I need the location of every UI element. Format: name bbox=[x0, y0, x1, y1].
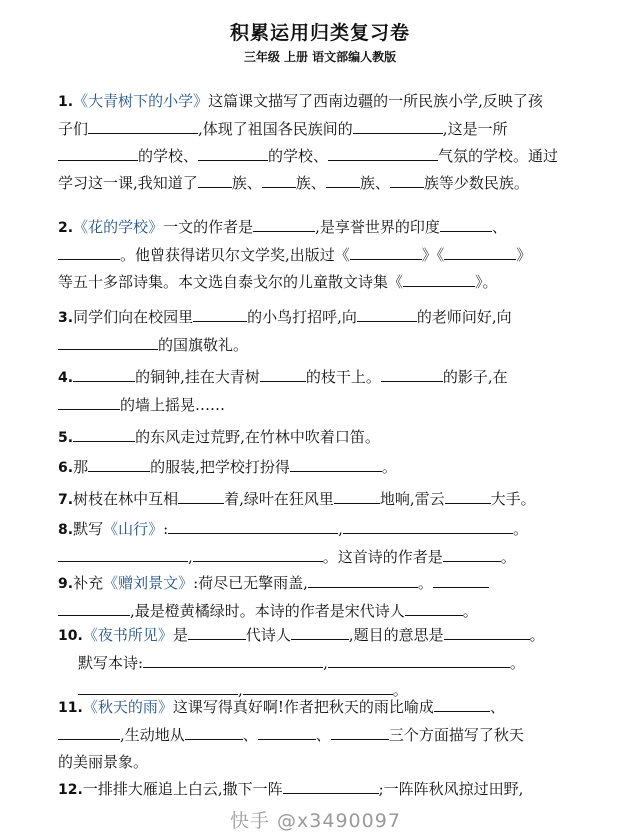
answer-blank[interactable] bbox=[444, 243, 516, 260]
answer-blank[interactable] bbox=[440, 215, 492, 232]
question-text: 默写 bbox=[73, 520, 104, 538]
question-number: 8. bbox=[58, 522, 74, 538]
question-number: 11. bbox=[58, 700, 83, 716]
question-text: 。 bbox=[509, 654, 525, 672]
question-text: : bbox=[163, 520, 169, 538]
answer-blank[interactable] bbox=[58, 545, 188, 562]
question-10 bbox=[58, 622, 598, 704]
question-text: 的小鸟打招呼,向 bbox=[247, 308, 357, 326]
question-text: 的服装,把学校打扮得 bbox=[150, 458, 290, 476]
answer-blank[interactable] bbox=[262, 171, 296, 188]
question-number: 7. bbox=[58, 492, 74, 508]
question-text: 、 bbox=[242, 726, 258, 744]
question-text: 是 bbox=[172, 626, 188, 644]
question-text: 补充 bbox=[73, 574, 104, 592]
answer-blank[interactable] bbox=[405, 599, 463, 616]
question-text: 代诗人 bbox=[245, 626, 291, 644]
answer-blank[interactable] bbox=[185, 723, 243, 740]
answer-blank[interactable] bbox=[357, 305, 417, 322]
question-text: :荷尽已无擎雨盖, bbox=[193, 574, 308, 592]
answer-blank[interactable] bbox=[390, 171, 424, 188]
question-text: ;一阵阵秋风掠过田野, bbox=[378, 780, 524, 798]
question-text: 一文的作者是 bbox=[163, 218, 254, 236]
answer-blank[interactable] bbox=[353, 117, 443, 134]
answer-blank[interactable] bbox=[73, 365, 135, 382]
question-text: 的东风走过荒野,在竹林中吹着口笛。 bbox=[135, 428, 380, 446]
question-9 bbox=[58, 570, 598, 625]
question-text: , bbox=[238, 681, 243, 699]
answer-blank[interactable] bbox=[58, 723, 120, 740]
question-text: 。 bbox=[392, 681, 408, 699]
question-text: 族、 bbox=[231, 174, 262, 192]
answer-blank[interactable] bbox=[58, 333, 158, 350]
question-text: 默写本诗: bbox=[78, 654, 144, 672]
question-number: 9. bbox=[58, 576, 74, 592]
question-text: 这课写得真好啊!作者把秋天的雨比喻成 bbox=[172, 698, 434, 716]
book-title: 《山行》 bbox=[103, 520, 164, 538]
question-5 bbox=[58, 424, 598, 452]
question-number: 6. bbox=[58, 460, 74, 476]
question-text: 的墙上摇晃…… bbox=[120, 396, 226, 414]
question-text: 、 bbox=[491, 218, 507, 236]
question-number: 4. bbox=[58, 370, 74, 386]
answer-blank[interactable] bbox=[443, 545, 501, 562]
answer-blank[interactable] bbox=[58, 599, 130, 616]
question-text: 。 bbox=[512, 520, 528, 538]
answer-blank[interactable] bbox=[445, 487, 491, 504]
question-text: , bbox=[323, 654, 328, 672]
question-text: 子们 bbox=[58, 120, 89, 138]
question-text: 的铜钟,挂在大青树 bbox=[135, 368, 260, 386]
page-title: 积累运用归类复习卷 bbox=[229, 22, 410, 44]
question-text: ,题目的意思是 bbox=[348, 626, 444, 644]
question-text: 族、 bbox=[295, 174, 326, 192]
question-text: 、 bbox=[315, 726, 331, 744]
question-number: 3. bbox=[58, 310, 74, 326]
question-text: 同学们向在校园里 bbox=[73, 308, 194, 326]
answer-blank[interactable] bbox=[433, 571, 489, 588]
answer-blank[interactable] bbox=[78, 678, 238, 695]
question-text: 的学校、 bbox=[268, 147, 329, 165]
question-text: 族、 bbox=[359, 174, 390, 192]
answer-blank[interactable] bbox=[291, 623, 349, 640]
answer-blank[interactable] bbox=[343, 517, 513, 534]
question-7 bbox=[58, 486, 598, 514]
answer-blank[interactable] bbox=[434, 695, 490, 712]
question-text: 的国旗敬礼。 bbox=[158, 336, 249, 354]
question-text: 》。 bbox=[475, 273, 498, 291]
answer-blank[interactable] bbox=[88, 455, 150, 472]
answer-blank[interactable] bbox=[243, 678, 393, 695]
question-text: 等五十多部诗集。本文选自泰戈尔的儿童散文诗集《 bbox=[58, 273, 404, 291]
question-text: ,是享誉世界的印度 bbox=[315, 218, 440, 236]
answer-blank[interactable] bbox=[188, 623, 246, 640]
question-3 bbox=[58, 304, 598, 359]
answer-blank[interactable] bbox=[58, 144, 138, 161]
question-text: 。他曾获得诺贝尔文学奖,出版过《 bbox=[120, 246, 350, 264]
question-number: 1. bbox=[58, 94, 74, 110]
question-6 bbox=[58, 454, 598, 482]
question-text: 树枝在林中互相 bbox=[73, 490, 179, 508]
question-text: 一排排大雁追上白云,撒下一阵 bbox=[82, 780, 283, 798]
answer-blank[interactable] bbox=[290, 455, 382, 472]
question-1 bbox=[58, 88, 598, 197]
book-title: 《赠刘景文》 bbox=[103, 574, 194, 592]
answer-blank[interactable] bbox=[143, 651, 323, 668]
answer-blank[interactable] bbox=[58, 393, 120, 410]
answer-blank[interactable] bbox=[328, 144, 438, 161]
question-text: 大手。 bbox=[490, 490, 536, 508]
question-text: 这篇课文描写了西南边疆的一所民族小学,反映了孩 bbox=[208, 92, 543, 110]
question-text: 的学校、 bbox=[138, 147, 199, 165]
question-text: 那 bbox=[73, 458, 89, 476]
answer-blank[interactable] bbox=[58, 243, 120, 260]
answer-blank[interactable] bbox=[168, 517, 338, 534]
answer-blank[interactable] bbox=[308, 571, 418, 588]
question-text: 着,绿叶在狂风里 bbox=[224, 490, 334, 508]
question-text: ,生动地从 bbox=[120, 726, 185, 744]
question-text: , bbox=[338, 520, 343, 538]
answer-blank[interactable] bbox=[73, 425, 135, 442]
question-text: 的美丽景象。 bbox=[58, 753, 149, 771]
question-text: 族等少数民族。 bbox=[423, 174, 529, 192]
question-text: 。 bbox=[529, 626, 545, 644]
answer-blank[interactable] bbox=[283, 777, 379, 794]
question-text: ,体现了祖国各民族间的 bbox=[198, 120, 353, 138]
answer-blank[interactable] bbox=[334, 487, 380, 504]
answer-blank[interactable] bbox=[260, 365, 306, 382]
question-text: 气氛的学校。通过 bbox=[438, 147, 559, 165]
question-number: 10. bbox=[58, 628, 83, 644]
question-text: 地响,雷云 bbox=[379, 490, 445, 508]
answer-blank[interactable] bbox=[328, 651, 510, 668]
page-subtitle: 三年级 上册 语文部编人教版 bbox=[243, 50, 397, 64]
book-title: 《大青树下的小学》 bbox=[73, 92, 209, 110]
answer-blank[interactable] bbox=[178, 487, 224, 504]
answer-blank[interactable] bbox=[198, 144, 268, 161]
question-4 bbox=[58, 364, 598, 419]
watermark: 快手 @x3490097 bbox=[230, 810, 401, 832]
answer-blank[interactable] bbox=[258, 723, 316, 740]
question-2 bbox=[58, 214, 598, 296]
question-text: 的影子,在 bbox=[442, 368, 508, 386]
book-title: 《花的学校》 bbox=[73, 218, 164, 236]
answer-blank[interactable] bbox=[331, 723, 389, 740]
question-text: 的老师问好,向 bbox=[416, 308, 512, 326]
answer-blank[interactable] bbox=[381, 365, 443, 382]
question-text: ,最是橙黄橘绿时。本诗的作者是宋代诗人 bbox=[130, 602, 405, 620]
question-number: 12. bbox=[58, 782, 83, 798]
question-text: ,这是一所 bbox=[442, 120, 508, 138]
question-text: 。 bbox=[462, 602, 478, 620]
question-number: 2. bbox=[58, 220, 74, 236]
question-text: 、 bbox=[489, 698, 505, 716]
question-text: 。 bbox=[417, 574, 433, 592]
question-text: 学习这一课,我知道了 bbox=[58, 174, 198, 192]
answer-blank[interactable] bbox=[88, 117, 198, 134]
book-title: 《秋天的雨》 bbox=[82, 698, 173, 716]
answer-blank[interactable] bbox=[193, 545, 323, 562]
question-text: 的枝干上。 bbox=[305, 368, 381, 386]
answer-blank[interactable] bbox=[193, 305, 247, 322]
question-text: 。这首诗的作者是 bbox=[322, 548, 443, 566]
question-text: 。 bbox=[381, 458, 397, 476]
answer-blank[interactable] bbox=[350, 243, 422, 260]
question-text: , bbox=[188, 548, 193, 566]
answer-blank[interactable] bbox=[198, 171, 232, 188]
book-title: 《夜书所见》 bbox=[82, 626, 173, 644]
question-8 bbox=[58, 516, 598, 571]
answer-blank[interactable] bbox=[444, 623, 530, 640]
question-text: 》《 bbox=[421, 246, 445, 264]
question-text: 。 bbox=[500, 548, 516, 566]
answer-blank[interactable] bbox=[326, 171, 360, 188]
question-text: 三个方面描写了秋天 bbox=[388, 726, 524, 744]
question-number: 5. bbox=[58, 430, 74, 446]
question-text: 》 bbox=[516, 246, 532, 264]
answer-blank[interactable] bbox=[253, 215, 315, 232]
answer-blank[interactable] bbox=[403, 270, 475, 287]
question-12 bbox=[58, 776, 598, 804]
question-11 bbox=[58, 694, 598, 776]
